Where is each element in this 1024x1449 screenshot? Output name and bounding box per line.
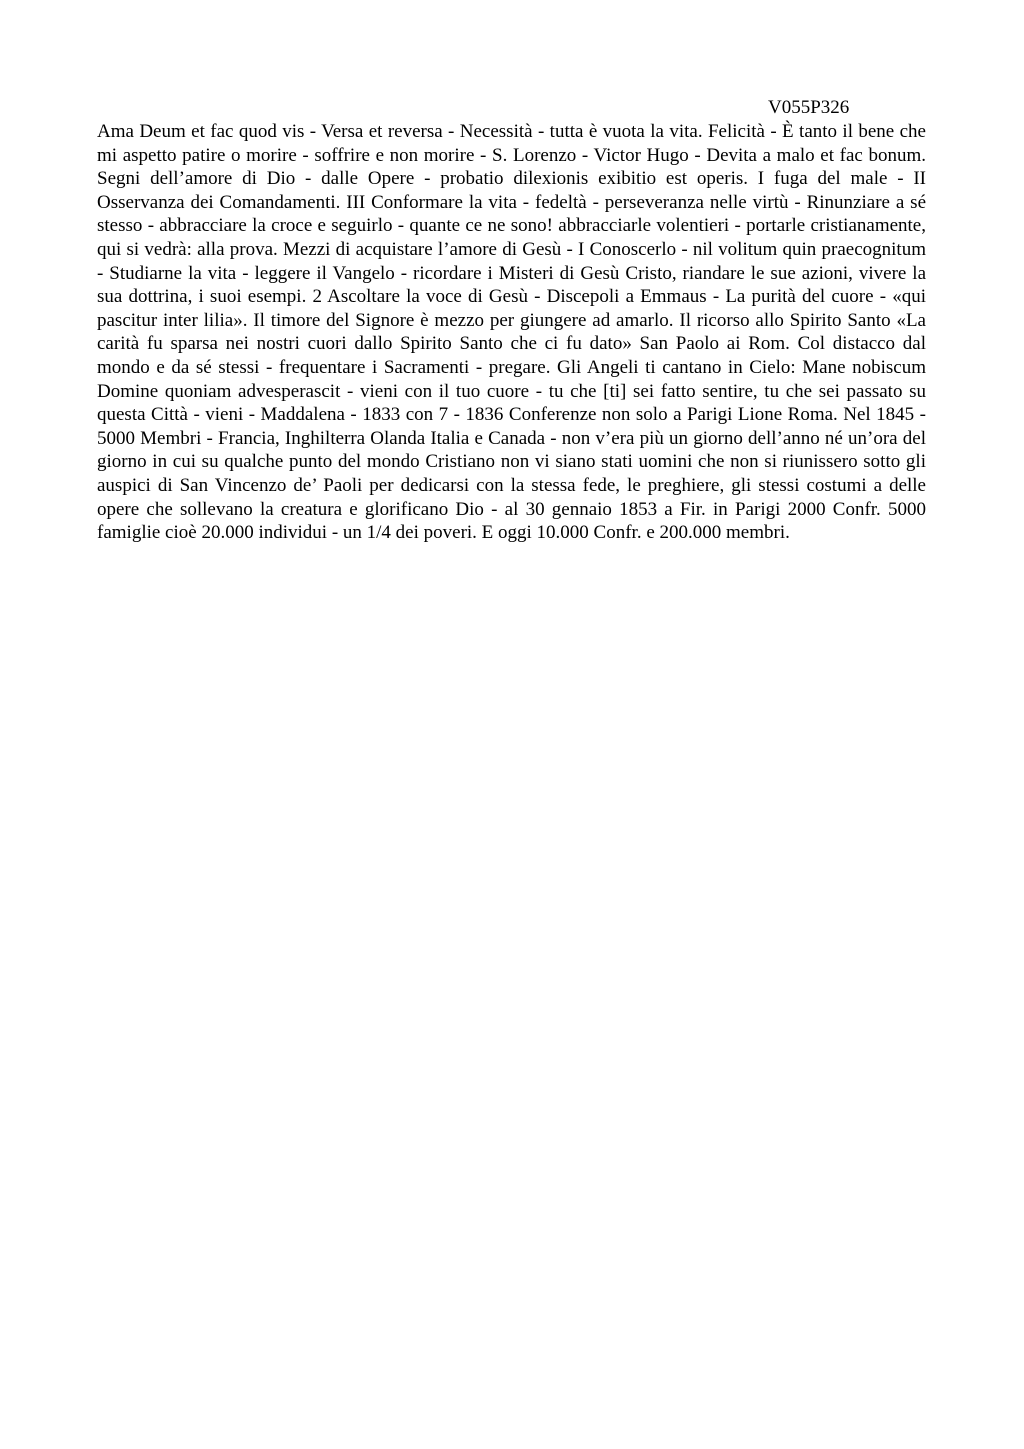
body-paragraph: Ama Deum et fac quod vis - Versa et reversa - Necessità - tutta è vuota la vita. Felicità - È tanto il bene che mi aspetto patire o morire - soffrire e non morire - S. Lorenzo - Victor Hugo - Devita a malo et fac bonum. Segni dell’amore di Dio - dalle Opere - probatio dilexionis exibitio est operis. I fuga del male - II Osservanza dei Comandamenti. III Conformare la vita - fedeltà - perseveranza nelle virtù - Rinunziare a sé stesso - abbracciare la croce e seguirlo - quante ce ne sono! abbracciarle volentieri - portarle cristianamente, qui si vedrà: alla prova. Mezzi di acquistare l’amore di Gesù - I Conoscerlo - nil volitum quin praecognitum - Studiarne la vita - leggere il Vangelo - ricordare i Misteri di Gesù Cristo, riandare le sue azioni, vivere la sua dottrina, i suoi esempi. 2 Ascoltare la voce di Gesù - Discepoli a Emmaus - La purità del cuore - «qui pascitur inter lilia». Il timore del Signore è mezzo per giungere ad amarlo. Il ricorso allo Spirito Santo «La carità fu sparsa nei nostri cuori dallo Spirito Santo che ci fu dato» San Paolo ai Rom. Col distacco dal mondo e da sé stessi - frequentare i Sacramenti - pregare. Gli Angeli ti cantano in Cielo: Mane nobiscum Domine quoniam advesperascit - vieni con il tuo cuore - tu che [ti] sei fatto sentire, tu che sei passato su questa Città - vieni - Maddalena - 1833 con 7 - 1836 Conferenze non solo a Parigi Lione Roma. Nel 1845 - 5000 Membri - Francia, Inghilterra Olanda Italia e Canada - non v’era più un giorno dell’anno né un’ora del giorno in cui su qualche punto del mondo Cristiano non vi siano stati uomini che non si riunissero sotto gli auspici di San Vincenzo de’ Paoli per dedicarsi con la stessa fede, le preghiere, gli stessi costumi a delle opere che sollevano la creatura e glorificano Dio - al 30 gennaio 1853 a Fir. in Parigi 2000 Confr. 5000 famiglie cioè 20.000 individui - un 1/4 dei poveri. E oggi 10.000 Confr. e 200.000 membri. [97, 121, 926, 544]
page-identifier: V055P326 [768, 97, 850, 118]
